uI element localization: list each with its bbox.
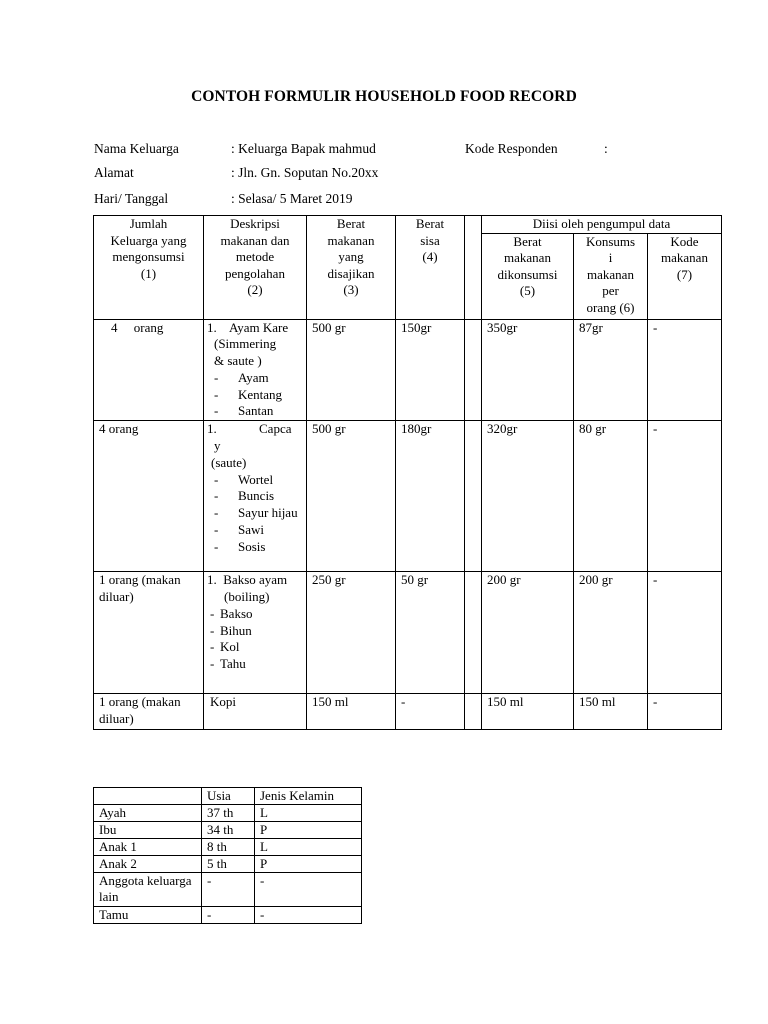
list-item: - Sayur hijau <box>214 505 298 521</box>
family-usia-cell: 5 th <box>202 856 255 873</box>
nama-keluarga-label: Nama Keluarga <box>94 141 179 156</box>
ingredient-list <box>204 472 306 556</box>
family-header-empty <box>94 788 202 805</box>
kode-makanan-cell: - <box>648 572 722 694</box>
table-row <box>94 822 362 839</box>
konsumsi-per-orang-cell: 80 gr <box>574 421 648 572</box>
hari-tanggal-value: : Selasa/ 5 Maret 2019 <box>231 191 353 206</box>
berat-disajikan-cell: 500 gr <box>307 421 396 572</box>
deskripsi-cell: Kopi <box>204 694 307 730</box>
kode-responden-separator: : <box>604 141 608 156</box>
berat-sisa-cell: 150gr <box>396 319 465 421</box>
family-jk-cell: L <box>255 839 362 856</box>
family-usia-cell: 8 th <box>202 839 255 856</box>
berat-disajikan-cell: 150 ml <box>307 694 396 730</box>
list-item: - Tahu <box>210 656 246 672</box>
family-header-jenis-kelamin: Jenis Kelamin <box>255 788 362 805</box>
alamat-label: Alamat <box>94 165 134 180</box>
list-item: - Sawi <box>214 522 264 538</box>
food-record-table <box>93 215 722 730</box>
kode-makanan-cell: - <box>648 319 722 421</box>
family-usia-cell: 37 th <box>202 805 255 822</box>
header-group-pengumpul: Diisi oleh pengumpul data <box>482 216 722 234</box>
berat-disajikan-cell: 250 gr <box>307 572 396 694</box>
spacer-cell <box>465 421 482 572</box>
list-item: - Kol <box>210 639 240 655</box>
menu-name: 1. Ayam Kare <box>207 319 289 335</box>
list-item: - Bakso <box>210 605 253 621</box>
list-item: - Kentang <box>214 386 283 402</box>
deskripsi-cell: 1. Ayam Kare (Simmering & saute ) - Ayam - Kentang - Santan <box>204 319 307 421</box>
berat-disajikan-cell: 500 gr <box>307 319 396 421</box>
table-row <box>94 319 722 421</box>
family-usia-cell: 34 th <box>202 822 255 839</box>
hari-tanggal-label: Hari/ Tanggal <box>94 191 169 206</box>
family-members-table <box>93 787 362 924</box>
spacer-cell <box>465 572 482 694</box>
alamat-value: : Jln. Gn. Soputan No.20xx <box>231 165 379 180</box>
jumlah-cell: 4 orang <box>94 421 204 572</box>
deskripsi-cell: 1. Capca y (saute) - Wortel - Buncis - Sayur hijau - Sawi - Sosis <box>204 421 307 572</box>
header-kode-makanan: Kode makanan (7) <box>648 233 722 319</box>
page-title: CONTOH FORMULIR HOUSEHOLD FOOD RECORD <box>191 88 577 105</box>
berat-dikonsumsi-cell: 200 gr <box>482 572 574 694</box>
family-jk-cell: P <box>255 822 362 839</box>
spacer-cell <box>465 694 482 730</box>
header-berat-disajikan: Berat makanan yang disajikan (3) <box>307 216 396 320</box>
list-item: - Bihun <box>210 622 252 638</box>
jumlah-cell: 4 orang <box>94 319 204 421</box>
table-row <box>94 839 362 856</box>
kode-responden-label: Kode Responden <box>465 141 558 156</box>
konsumsi-per-orang-cell: 200 gr <box>574 572 648 694</box>
family-jk-cell: - <box>255 907 362 924</box>
kode-makanan-cell: - <box>648 694 722 730</box>
berat-dikonsumsi-cell: 320gr <box>482 421 574 572</box>
family-usia-cell: - <box>202 873 255 907</box>
ingredient-list <box>204 370 306 420</box>
header-berat-dikonsumsi: Berat makanan dikonsumsi (5) <box>482 233 574 319</box>
kode-makanan-cell: - <box>648 421 722 572</box>
header-konsumsi-per-orang: Konsums i makanan per orang (6) <box>574 233 648 319</box>
konsumsi-per-orang-cell: 87gr <box>574 319 648 421</box>
header-deskripsi: Deskripsi makanan dan metode pengolahan (2) <box>204 216 307 320</box>
table-row <box>94 572 722 694</box>
berat-sisa-cell: 50 gr <box>396 572 465 694</box>
table-row <box>94 907 362 924</box>
family-name-cell: Anggota keluarga lain <box>94 873 202 907</box>
konsumsi-per-orang-cell: 150 ml <box>574 694 648 730</box>
table-row <box>94 694 722 730</box>
spacer-column-header <box>465 216 482 320</box>
family-name-cell: Anak 1 <box>94 839 202 856</box>
header-berat-sisa: Berat sisa (4) <box>396 216 465 320</box>
spacer-cell <box>465 319 482 421</box>
list-item: - Wortel <box>214 471 274 487</box>
table-row <box>94 873 362 907</box>
jumlah-cell: 1 orang (makan diluar) <box>94 572 204 694</box>
menu-name: 1. Bakso ayam <box>207 572 288 588</box>
family-header-usia: Usia <box>202 788 255 805</box>
list-item: - Santan <box>214 403 274 419</box>
berat-dikonsumsi-cell: 350gr <box>482 319 574 421</box>
menu-name: Capca <box>259 421 292 437</box>
family-jk-cell: - <box>255 873 362 907</box>
menu-number: 1. <box>207 421 217 437</box>
list-item: - Ayam <box>214 369 269 385</box>
header-jumlah: Jumlah Keluarga yang mengonsumsi (1) <box>94 216 204 320</box>
family-name-cell: Tamu <box>94 907 202 924</box>
berat-sisa-cell: - <box>396 694 465 730</box>
nama-keluarga-value: : Keluarga Bapak mahmud <box>231 141 376 156</box>
berat-sisa-cell: 180gr <box>396 421 465 572</box>
list-item: - Buncis <box>214 488 275 504</box>
list-item: - Sosis <box>214 538 266 554</box>
table-row <box>94 856 362 873</box>
table-row <box>94 805 362 822</box>
family-usia-cell: - <box>202 907 255 924</box>
family-name-cell: Ibu <box>94 822 202 839</box>
family-jk-cell: L <box>255 805 362 822</box>
family-jk-cell: P <box>255 856 362 873</box>
ingredient-list <box>204 606 306 673</box>
table-row <box>94 421 722 572</box>
berat-dikonsumsi-cell: 150 ml <box>482 694 574 730</box>
family-name-cell: Ayah <box>94 805 202 822</box>
family-name-cell: Anak 2 <box>94 856 202 873</box>
jumlah-cell: 1 orang (makan diluar) <box>94 694 204 730</box>
deskripsi-cell: 1. Bakso ayam (boiling) - Bakso - Bihun - Kol - Tahu <box>204 572 307 694</box>
